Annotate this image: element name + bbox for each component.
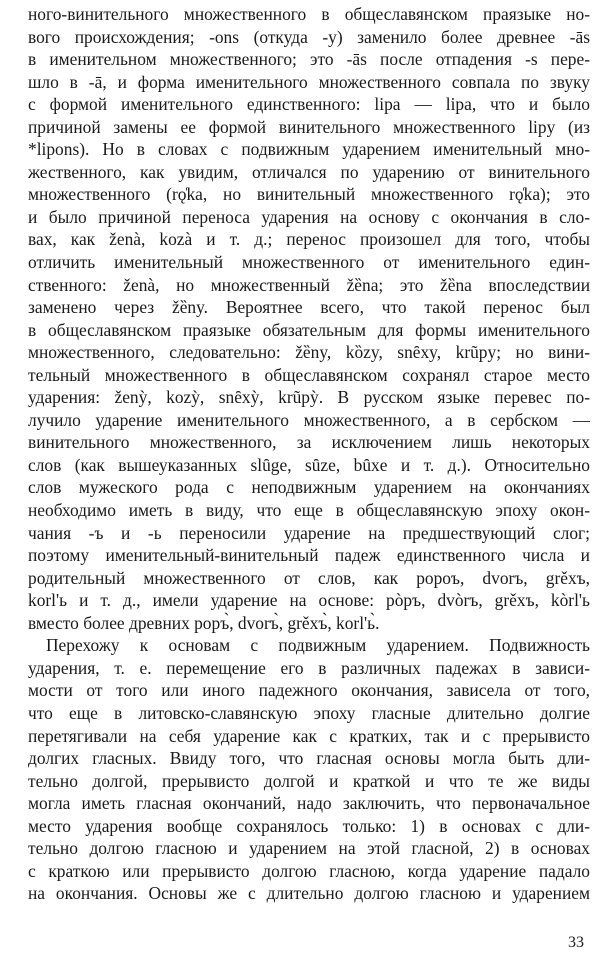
text-line: место ударения вообще сохранялось только: 1) в основах с дли- — [28, 815, 590, 836]
text-line: тельно долгой, прерывисто долгой и краткой и что те же виды — [28, 770, 590, 791]
text-line: в именительном множественного; это -ās после отпадения -s пере- — [28, 49, 590, 70]
text-line: ственного: ženà, но множественный žȅna; это žȅna впоследствии — [28, 274, 590, 295]
body-text — [28, 3, 590, 905]
text-line: винительного множественного, за исключением лишь некоторых — [28, 432, 590, 453]
text-line: тельно долгою гласною и ударением на этой гласной, 2) в основах — [28, 838, 590, 859]
text-line: отличить именительный множественного от именительного един- — [28, 252, 590, 273]
text-line: лучило ударение именительного множественного, а в сербском — — [28, 409, 590, 430]
text-line: что еще в литовско-славянскую эпоху гласные длительно долгие — [28, 702, 590, 723]
text-line: с краткою или прерывисто долгою гласною, когда ударение падало — [28, 860, 590, 881]
text-line: вместо более древних popъ̀, dvorъ̀, grěxъ̀, korl'ь̀. — [28, 612, 380, 633]
text-line: на окончания. Основы же с длительно долгою гласною и ударением — [28, 883, 590, 904]
text-line: чания -ъ и -ь переносили ударение на предшествующий слог; — [28, 522, 590, 543]
text-line: причиной замены ее формой винительного множественного lipy (из — [28, 116, 590, 137]
text-line: Перехожу к основам с подвижным ударением. Подвижность — [46, 635, 590, 656]
text-line: ударения: ženỳ, kozỳ, snȇxỳ, krũpỳ. В русском языке перевес по- — [28, 387, 590, 408]
page-number: 33 — [568, 934, 584, 951]
text-line: заменено через žȅny. Вероятнее всего, что такой перенос был — [28, 297, 590, 318]
text-line: могла иметь гласная окончаний, надо заключить, что первоначальное — [28, 793, 590, 814]
text-line: родительный множественного от слов, как ророъ, dvorъ, grěxъ, — [28, 567, 590, 588]
text-line: *lipons). Но в словах с подвижным ударением именительный мно- — [28, 139, 590, 160]
text-line: ударения, т. е. перемещение его в различных падежах в зависи- — [28, 657, 590, 678]
text-line: перетягивали на себя ударение как с кратких, так и с прерывисто — [28, 725, 590, 746]
text-line: и было причиной переноса ударения на основу с окончания в сло- — [28, 206, 590, 227]
text-line: слов (как вышеуказанных slȗge, sȗze, bȗxe и т. д.). Относительно — [28, 454, 590, 475]
text-line: поэтому именительный-винительный падеж единственного числа и — [28, 545, 590, 566]
text-line: множественного (rǫ̍ka, но винительный множественного rǫ̍ka); это — [28, 184, 590, 205]
text-line: долгих гласных. Ввиду того, что гласная основы могла быть дли- — [28, 748, 590, 769]
text-line: в общеславянском праязыке обязательным для формы именительного — [28, 319, 590, 340]
text-line: с формой именительного единственного: lipa — lipa, что и было — [28, 94, 590, 115]
text-line: вого происхождения; -ons (откуда -y) заменило более древнее -ās — [28, 26, 590, 47]
text-line: шло в -ā, и форма именительного множественного совпала по звуку — [28, 71, 590, 92]
text-line: жественного, как увидим, отличался по ударению от винительного — [28, 161, 590, 182]
text-line: ного-винительного множественного в общеславянском праязыке но- — [28, 4, 590, 24]
text-line: необходимо иметь в виду, что еще в общеславянскую эпоху окон- — [28, 500, 590, 521]
text-line: тельный множественного в общеславянском сохранял старое место — [28, 364, 590, 385]
text-line: вах, как ženà, kozà и т. д.; перенос произошел для того, чтобы — [28, 229, 590, 250]
text-line: мости от того или иного падежного окончания, зависела от того, — [28, 680, 590, 701]
text-line: слов мужеского рода с неподвижным ударением на окончаниях — [28, 477, 590, 498]
text-line: korl'ь и т. д., имели ударение на основе: pòpъ, dvòrъ, grěxъ, kòrl'ь — [28, 590, 590, 611]
text-line: множественного, следовательно: žȅny, kȍzy, snȇxy, krũpy; но вини- — [28, 342, 590, 363]
